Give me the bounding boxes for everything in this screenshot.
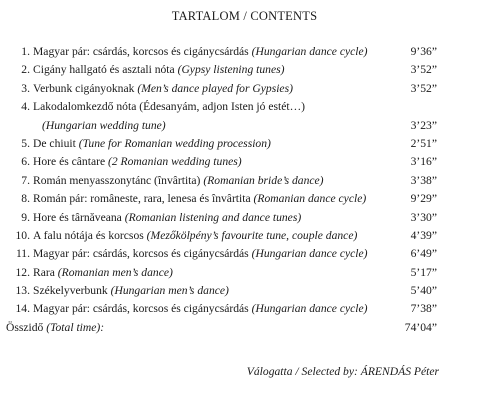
track-duration: 3’52”	[410, 63, 437, 77]
track-number: 4.	[21, 100, 30, 114]
track-title: Román menyasszonytánc (învârtita)	[33, 173, 201, 187]
track-number: 2.	[21, 63, 30, 77]
track-title: Hore és cântare	[33, 155, 106, 169]
page-title: TARTALOM / CONTENTS	[171, 9, 318, 23]
selection-credit: Válogatta / Selected by: ÁRENDÁS Péter	[246, 365, 439, 378]
track-title: Lakodalomkezdő nóta (Édesanyám, adjon Isten jó estét…)	[33, 100, 306, 114]
track-subtitle: (Tune for Romanian wedding procession)	[78, 136, 271, 150]
track-row	[6, 172, 437, 190]
track-title: Székelyverbunk	[33, 284, 108, 298]
track-duration: 3’30”	[410, 210, 437, 224]
track-title: Magyar pár: csárdás, korcsos és cigánycsárdás	[33, 247, 249, 261]
track-number: 7.	[21, 173, 30, 187]
track-row	[6, 190, 437, 208]
track-subtitle: (Romanian men’s dance)	[57, 265, 173, 279]
track-number: 6.	[21, 155, 30, 169]
total-label-en: (Total time):	[46, 320, 105, 334]
track-title: Román pár: româneste, rara, lenesa és învârtita	[33, 192, 251, 206]
track-title: Magyar pár: csárdás, korcsos és cigánycsárdás	[33, 302, 249, 316]
track-subtitle: (Romanian dance cycle)	[253, 192, 367, 206]
track-subtitle: (Hungarian dance cycle)	[251, 247, 368, 261]
total-label: Összidő	[6, 320, 44, 334]
track-duration: 3’52”	[410, 81, 437, 95]
track-title: Rara	[33, 265, 55, 279]
track-row	[6, 300, 437, 318]
track-row	[6, 282, 437, 300]
track-duration: 9’36”	[410, 45, 437, 58]
track-subtitle: (Gypsy listening tunes)	[177, 63, 285, 77]
track-title: A falu nótája és korcsos	[33, 228, 144, 242]
track-row	[6, 43, 437, 61]
track-row	[6, 264, 437, 282]
track-duration: 9’29”	[410, 192, 437, 206]
track-duration: 4’39”	[410, 228, 437, 242]
total-time-row	[6, 319, 437, 337]
track-row-continuation	[6, 117, 437, 135]
track-row	[6, 209, 437, 227]
track-subtitle: (Men’s dance played for Gypsies)	[137, 81, 293, 95]
track-subtitle: (Hungarian wedding tune)	[42, 118, 166, 132]
track-row	[6, 61, 437, 79]
total-duration: 74’04”	[404, 320, 437, 334]
track-number: 11.	[15, 247, 30, 261]
track-number: 10.	[15, 228, 30, 242]
track-duration: 6’49”	[410, 247, 437, 261]
track-number: 14.	[15, 302, 30, 316]
track-row	[6, 98, 437, 116]
track-row	[6, 245, 437, 263]
track-title: Verbunk cigányoknak	[33, 81, 135, 95]
track-number: 9.	[21, 210, 30, 224]
track-title: Magyar pár: csárdás, korcsos és cigánycsárdás	[33, 45, 249, 58]
track-title: Cigány hallgató és asztali nóta	[33, 63, 175, 77]
track-duration: 5’17”	[410, 265, 437, 279]
track-number: 3.	[21, 81, 30, 95]
track-duration: 3’16”	[410, 155, 437, 169]
track-row	[6, 135, 437, 153]
track-number: 1.	[21, 45, 30, 58]
track-subtitle: (Hungarian men’s dance)	[110, 284, 229, 298]
track-duration: 3’23”	[410, 118, 437, 132]
track-title: De chiuit	[33, 136, 76, 150]
track-subtitle: (Hungarian dance cycle)	[251, 302, 368, 316]
track-number: 8.	[21, 192, 30, 206]
track-duration: 2’51”	[410, 136, 437, 150]
track-number: 13.	[15, 284, 30, 298]
track-subtitle: (Romanian bride’s dance)	[203, 173, 324, 187]
track-subtitle: (2 Romanian wedding tunes)	[108, 155, 242, 169]
track-duration: 3’38”	[410, 173, 437, 187]
track-number: 5.	[21, 136, 30, 150]
track-subtitle: (Romanian listening and dance tunes)	[124, 210, 302, 224]
track-subtitle: (Mezőkölpény’s favourite tune, couple dance)	[146, 228, 358, 242]
track-list	[6, 43, 437, 337]
track-number: 12.	[15, 265, 30, 279]
track-subtitle: (Hungarian dance cycle)	[251, 45, 368, 58]
track-row	[6, 153, 437, 171]
track-row	[6, 227, 437, 245]
track-duration: 7’38”	[410, 302, 437, 316]
track-duration: 5’40”	[410, 284, 437, 298]
track-row	[6, 80, 437, 98]
track-title: Hore és târnăveana	[33, 210, 122, 224]
